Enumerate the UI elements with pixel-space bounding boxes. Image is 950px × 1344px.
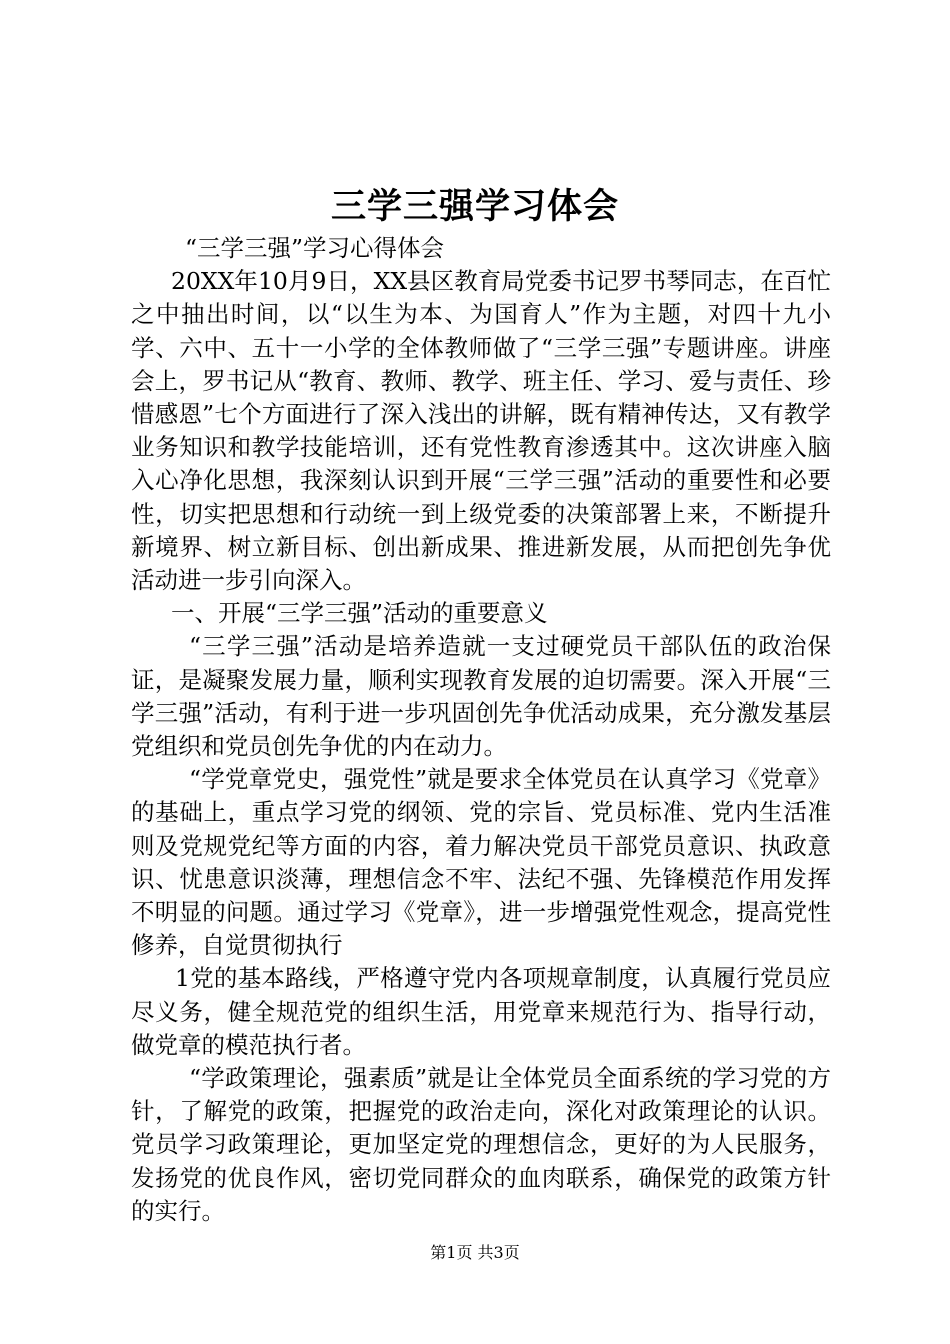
document-body xyxy=(131,232,831,1228)
paragraph-policy-theory: “学政策理论，强素质”就是让全体党员全面系统的学习党的方针，了解党的政策，把握党的政治走向，深化对政策理论的认识。党员学习政策理论，更加坚定党的理想信念，更好的为人民服务，发扬党的优良作风，密切党同群众的血肉联系，确保党的政策方针的实行。 xyxy=(131,1064,831,1225)
paragraph-intro: 20XX年10月9日，XX县区教育局党委书记罗书琴同志，在百忙之中抽出时间，以“以生为本、为国育人”作为主题，对四十九小学、六中、五十一小学的全体教师做了“三学三强”专题讲座。讲座会上，罗书记从“教育、教师、教学、班主任、学习、爱与责任、珍惜感恩”七个方面进行了深入浅出的讲解，既有精神传达，又有教学业务知识和教学技能培训，还有党性教育渗透其中。这次讲座入脑入心净化思想，我深刻认识到开展“三学三强”活动的重要性和必要性，切实把思想和行动统一到上级党委的决策部署上来，不断提升新境界、树立新目标、创出新成果、推进新发展，从而把创先争优活动进一步引向深入。 xyxy=(131,267,831,595)
document-title: 三学三强学习体会 xyxy=(330,186,619,227)
paragraph-basic-line: 1党的基本路线，严格遵守党内各项规章制度，认真履行党员应尽义务，健全规范党的组织生活，用党章来规范行为、指导行动，做党章的模范执行者。 xyxy=(131,964,831,1059)
paragraph-significance: “三学三强”活动是培养造就一支过硬党员干部队伍的政治保证，是凝聚发展力量，顺利实现教育发展的迫切需要。深入开展“三学三强”活动，有利于进一步巩固创先争优活动成果，充分激发基层党组织和党员创先争优的内在动力。 xyxy=(131,632,831,761)
subtitle-paragraph: “三学三强”学习心得体会 xyxy=(185,234,445,262)
section-heading: 一、开展“三学三强”活动的重要意义 xyxy=(171,599,548,628)
page-number-footer: 第1页 共3页 xyxy=(430,1243,520,1262)
paragraph-party-constitution: “学党章党史，强党性”就是要求全体党员在认真学习《党章》的基础上，重点学习党的纲领、党的宗旨、党员标准、党内生活准则及党规党纪等方面的内容，着力解决党员干部党员意识、执政意识、忧患意识淡薄，理想信念不牢、法纪不强、先锋模范作用发挥不明显的问题。通过学习《党章》，进一步增强党性观念，提高党性修养，自觉贯彻执行 xyxy=(131,765,831,960)
